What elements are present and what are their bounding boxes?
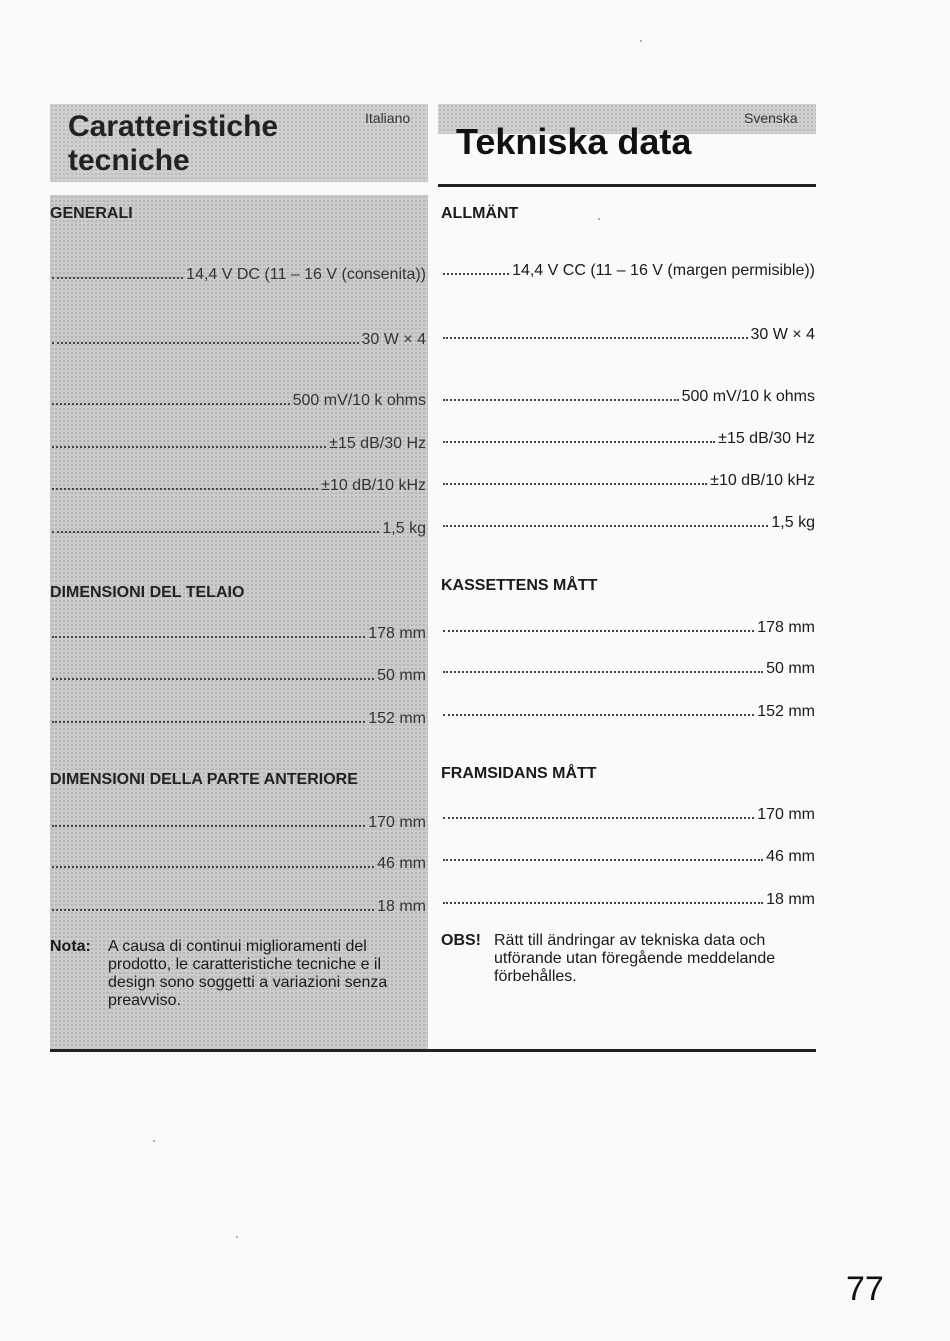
swedish-spec-row [443,472,815,490]
bottom-rule-divider [50,1049,816,1052]
italian-general-heading: GENERALI [50,205,133,222]
swedish-spec-value: 18 mm [766,891,815,908]
scan-speck [236,1236,238,1238]
swedish-spec-value: 46 mm [766,848,815,865]
italian-spec-row [52,855,426,873]
swedish-title: Tekniska data [456,121,692,162]
swedish-spec-row [443,891,815,909]
swedish-spec-row [443,660,815,678]
swedish-spec-row [443,619,815,637]
swedish-spec-value: 1,5 kg [771,514,815,531]
swedish-spec-row [443,262,815,280]
swedish-spec-row [443,430,815,448]
page-number: 77 [846,1270,884,1308]
swedish-spec-value: ±10 dB/10 kHz [710,472,815,489]
italian-title-line2: tecniche [68,144,190,177]
italian-spec-value: 14,4 V DC (11 – 16 V (consenita)) [186,266,426,283]
swedish-chassis-heading: KASSETTENS MÅTT [441,577,598,594]
swedish-spec-row [443,848,815,866]
note-line: design sono soggetti a variazioni senza [108,974,388,991]
italian-spec-value: ±15 dB/30 Hz [329,435,426,452]
swedish-spec-row [443,806,815,824]
italian-spec-row [52,625,426,643]
swedish-front-heading: FRAMSIDANS MÅTT [441,765,597,782]
scan-speck [153,1140,155,1142]
italian-spec-value: 18 mm [377,898,426,915]
swedish-spec-row [443,514,815,532]
swedish-spec-row [443,326,815,344]
italian-body-band [50,195,428,1049]
italian-spec-value: 46 mm [377,855,426,872]
italian-chassis-heading: DIMENSIONI DEL TELAIO [50,584,245,601]
swedish-spec-row [443,703,815,721]
swedish-note [441,932,815,992]
italian-spec-row [52,520,426,538]
note-line: prodotto, le caratteristiche tecniche e il [108,956,382,973]
note-line: preavviso. [108,992,181,1009]
top-rule-divider [438,184,816,187]
swedish-note-label: OBS! [441,932,481,949]
swedish-general-heading: ALLMÄNT [441,205,519,222]
swedish-spec-value: 14,4 V CC (11 – 16 V (margen permisible)) [512,262,815,279]
swedish-spec-value: 178 mm [757,619,815,636]
italian-spec-row [52,710,426,728]
swedish-spec-value: 170 mm [757,806,815,823]
italian-spec-value: 170 mm [368,814,426,831]
swedish-spec-value: 500 mV/10 k ohms [681,388,815,405]
italian-title [68,110,278,178]
swedish-spec-value: ±15 dB/30 Hz [718,430,815,447]
swedish-spec-value: 50 mm [766,660,815,677]
italian-spec-row [52,667,426,685]
italian-spec-row [52,814,426,832]
swedish-spec-row [443,388,815,406]
italian-spec-value: 178 mm [368,625,426,642]
swedish-note-text [494,932,775,986]
note-line: utförande utan föregående meddelande [494,950,776,967]
italian-spec-value: 500 mV/10 k ohms [292,392,426,409]
italian-spec-row [52,331,426,349]
italian-spec-value: 50 mm [377,667,426,684]
swedish-language-label: Svenska [744,110,798,126]
swedish-spec-value: 30 W × 4 [750,326,815,343]
note-line: Rätt till ändringar av tekniska data och [494,932,766,949]
italian-spec-value: ±10 dB/10 kHz [321,477,426,494]
italian-note [50,938,426,1022]
italian-front-heading: DIMENSIONI DELLA PARTE ANTERIORE [50,771,358,788]
italian-note-label: Nota: [50,938,91,955]
italian-spec-row [52,477,426,495]
italian-note-text [108,938,387,1010]
italian-spec-value: 152 mm [368,710,426,727]
italian-spec-value: 30 W × 4 [361,331,426,348]
scan-speck [640,40,642,42]
scan-speck [598,218,600,220]
italian-spec-row [52,392,426,410]
italian-title-line1: Caratteristiche [68,110,279,143]
note-line: A causa di continui miglioramenti del [108,938,367,955]
note-line: förbehålles. [494,968,577,985]
italian-spec-row [52,898,426,916]
italian-spec-row [52,435,426,453]
italian-language-label: Italiano [365,110,411,126]
italian-spec-row [52,266,426,284]
swedish-spec-value: 152 mm [757,703,815,720]
italian-spec-value: 1,5 kg [382,520,426,537]
